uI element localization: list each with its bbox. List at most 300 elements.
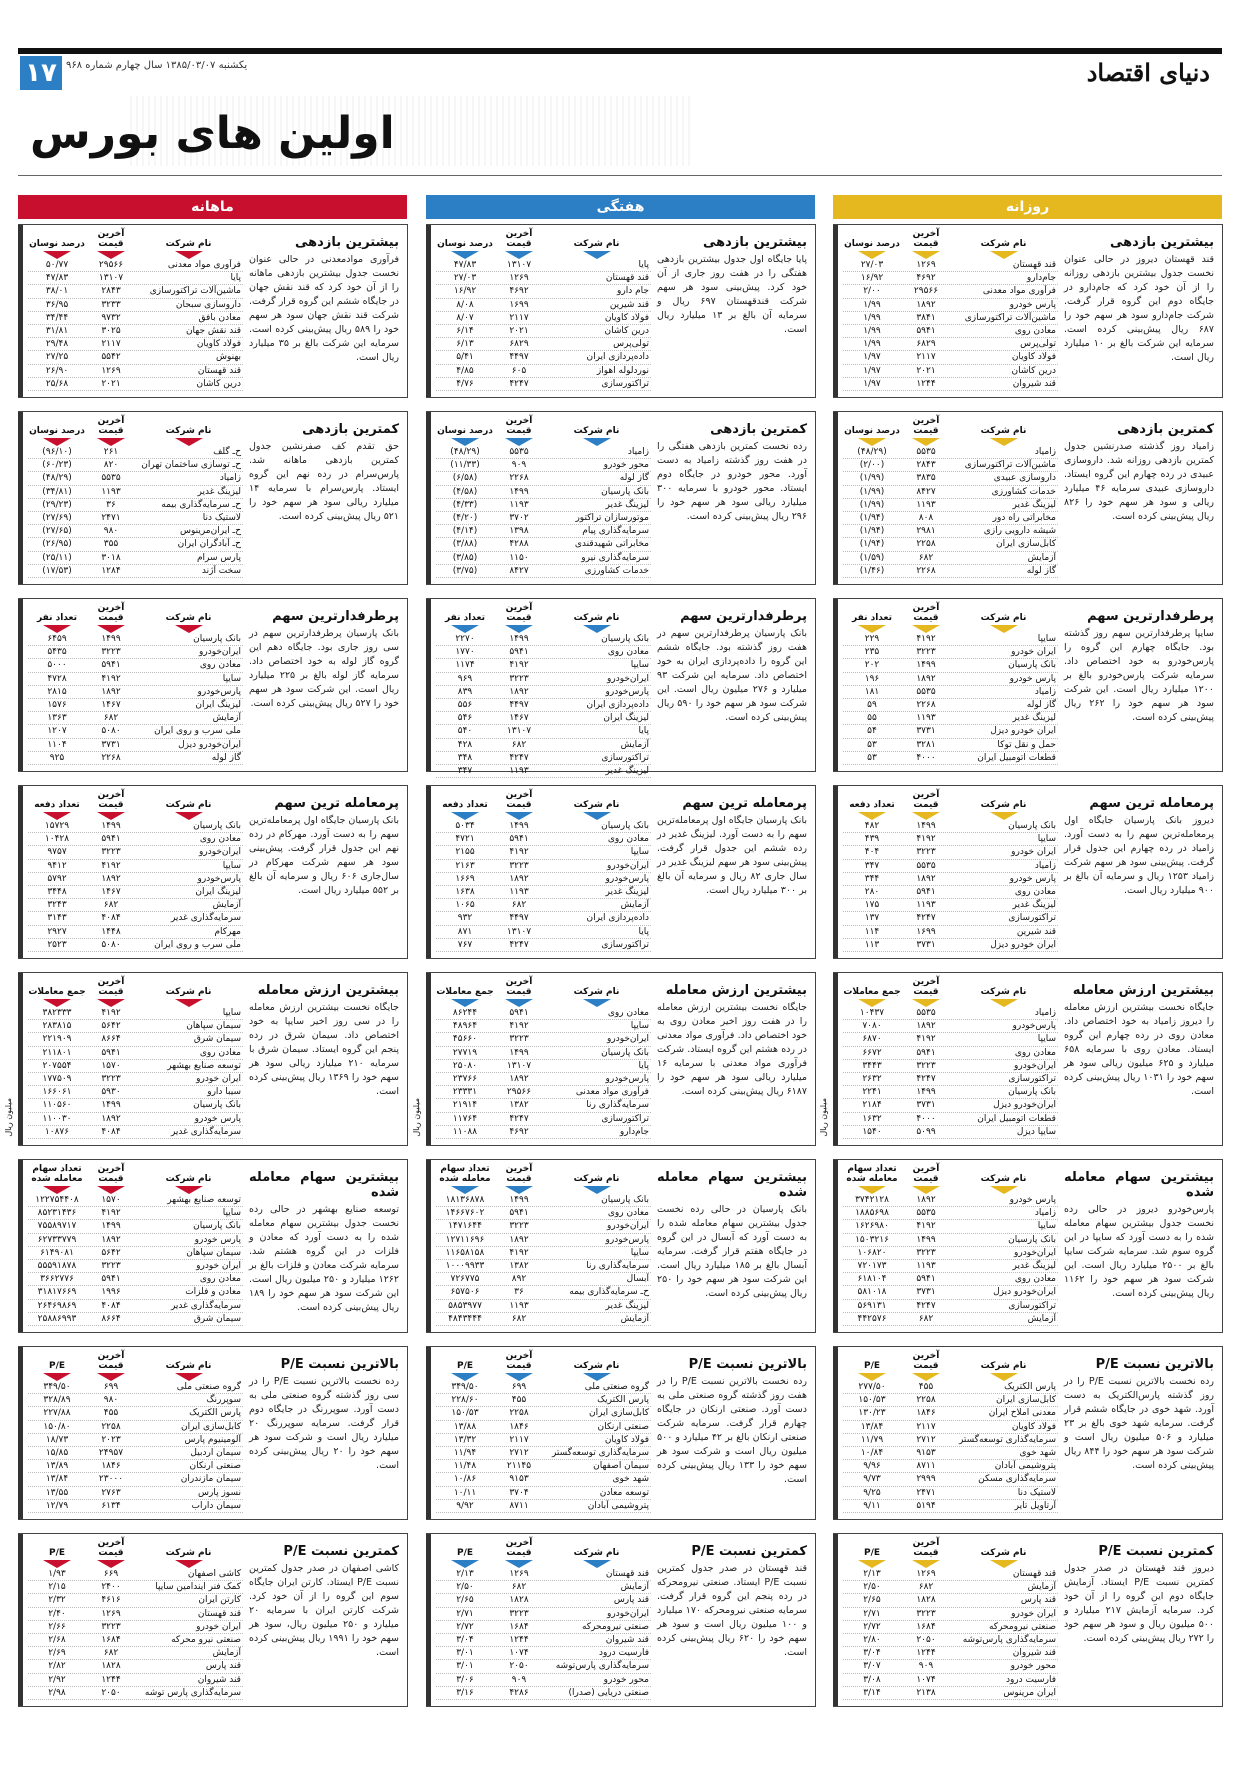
box-title: پرمعامله ترین سهم xyxy=(274,796,399,811)
company-name: جام‌دارو xyxy=(619,1126,649,1137)
box-description: رده نخست بالاترین نسبت P/E را در سی روز گذشته گروه صنعتی ملی به دست آورد. سوپررنگ در جایگاه دوم قرار گرفت. سرمایه سوپررنگ ۲۰ میلیارد ریال است و شرکت سود هر سهم خود را ۲۰ ریال پیش‌بینی کرده است. xyxy=(249,1376,399,1471)
table-row xyxy=(843,378,1058,391)
company-name: بانک پارسیان xyxy=(193,1221,241,1232)
company-name: سایپا xyxy=(1037,1034,1056,1045)
box-text xyxy=(657,796,807,898)
company-name: قند شیروان xyxy=(1012,378,1056,389)
row-value: ۲۱۵۵ xyxy=(455,847,475,858)
header-arrow-icon xyxy=(175,999,203,1007)
column-header-label: آخرین قیمت xyxy=(97,977,125,997)
last-price: ۵۵۴۲ xyxy=(101,352,121,363)
last-price: ۴۲۴۷ xyxy=(509,939,529,950)
table-row xyxy=(436,899,651,912)
header-arrow-icon xyxy=(43,251,71,259)
last-price: ۳۷۳۱ xyxy=(916,1100,936,1111)
row-value: ۵۹ xyxy=(867,699,877,710)
last-price: ۱۸۹۲ xyxy=(509,1073,529,1084)
company-name: سرمایه‌گذاری نیرو xyxy=(581,552,649,563)
table-box-weekly-7 xyxy=(426,1533,816,1707)
table-row xyxy=(28,1273,243,1286)
company-name: تراکتورسازی xyxy=(1008,913,1056,924)
column-header xyxy=(28,987,86,1007)
row-value: ۲۰۲ xyxy=(864,660,880,671)
last-price: ۸۴۲۷ xyxy=(916,486,936,497)
table-row xyxy=(843,833,1058,846)
last-price: ۱۴۶۷ xyxy=(101,886,121,897)
table-row xyxy=(843,1674,1058,1687)
row-value: ۶/۱۴ xyxy=(456,325,474,336)
stock-table xyxy=(28,977,243,1139)
column-header-label: نام شرکت xyxy=(980,1174,1027,1184)
company-name: معادن روی xyxy=(1014,325,1056,336)
row-value: ۳/۰۴ xyxy=(456,1634,474,1645)
last-price: ۱۳۸۲ xyxy=(509,1100,529,1111)
company-name: ایران‌خودرو xyxy=(607,1221,649,1232)
column-header-label: آخرین قیمت xyxy=(97,1351,125,1371)
company-name: سرمایه‌گذاری توسعه‌گستر xyxy=(551,1447,649,1458)
last-price: ۴۲۴۷ xyxy=(509,1113,529,1124)
header-arrow-icon xyxy=(912,999,940,1007)
last-price: ۳۷۳۱ xyxy=(916,726,936,737)
table-row xyxy=(28,1674,243,1687)
box-text xyxy=(657,1170,807,1301)
company-name: بانک پارسیان xyxy=(193,634,241,644)
last-price: ۴۵۵ xyxy=(918,1382,934,1392)
row-value: ۱۹۶ xyxy=(864,673,880,684)
header-arrow-icon xyxy=(912,251,940,259)
last-price: ۳۲۲۳ xyxy=(101,1073,121,1084)
row-value: (۲۹/۲۳) xyxy=(42,499,72,510)
last-price: ۳۲۲۳ xyxy=(916,1247,936,1258)
last-price: ۵۵۳۵ xyxy=(916,447,936,457)
row-value: ۲/۳۲ xyxy=(48,1595,66,1606)
table-row xyxy=(28,499,243,512)
row-value: ۱۷۷۵۰۹ xyxy=(42,1073,72,1084)
table-row xyxy=(28,1608,243,1621)
column-header-label: آخرین قیمت xyxy=(505,790,533,810)
last-price: ۲۱۱۴۵ xyxy=(506,1461,532,1472)
header-arrow-icon xyxy=(505,999,533,1007)
company-name: ملی سرب و روی ایران xyxy=(154,939,241,950)
company-name: تراکتورسازی xyxy=(601,939,649,950)
column-header-label: درصد نوسان xyxy=(844,239,900,249)
column-header-label: درصد نوسان xyxy=(437,426,493,436)
table-row xyxy=(843,459,1058,472)
header-arrow-icon xyxy=(990,1560,1018,1568)
last-price: ۴۶۹۲ xyxy=(509,286,529,297)
table-row xyxy=(436,459,651,472)
table-header xyxy=(436,1164,651,1194)
table-row xyxy=(843,552,1058,565)
table-row xyxy=(28,1207,243,1220)
company-name: صنعتی ارنکان xyxy=(189,1461,241,1472)
row-value: (۶/۵۸) xyxy=(452,473,478,484)
column-header xyxy=(494,1164,544,1194)
row-value: ۵۵۵۹۱۸۷۸ xyxy=(37,1260,77,1271)
company-name: نورد‌لوله اهواز xyxy=(596,365,649,376)
table-row xyxy=(843,312,1058,325)
column-header-label: نام شرکت xyxy=(573,987,620,997)
company-name: پارس خودرو xyxy=(194,1113,241,1124)
company-name: قند قهستان xyxy=(605,1569,649,1579)
table-header xyxy=(843,229,1058,259)
header-arrow-icon xyxy=(451,251,479,259)
box-description: پایا جایگاه اول جدول بیشترین بازدهی هفتگی را در هفت روز جاری از آن خود کرد. پیش‌بینی سود هر سهم شرکت قندقهستان ۶۹۷ ریال و سرمایه آن بالغ بر ۱۳ میلیارد ریال است. xyxy=(657,254,807,335)
last-price: ۱۸۲۸ xyxy=(509,1595,529,1606)
header-arrow-icon xyxy=(912,438,940,446)
column-header-label: P/E xyxy=(863,1548,881,1558)
company-name: صنعتی نیرومحرکه xyxy=(988,1621,1056,1632)
company-name: ح‌ـ آبادگران ایران xyxy=(177,539,241,550)
last-price: ۵۵۳۵ xyxy=(509,447,529,457)
table-row xyxy=(436,699,651,712)
last-price: ۱۸۹۲ xyxy=(509,686,529,697)
company-name: سایپا دیزل xyxy=(1016,1126,1056,1137)
table-row xyxy=(436,1207,651,1220)
box-title: پرمعامله ترین سهم xyxy=(682,796,807,811)
company-name: معادن روی xyxy=(1014,1047,1056,1058)
last-price: ۱۳۱۰۷ xyxy=(506,260,532,270)
table-header xyxy=(843,1538,1058,1568)
row-value: ۹/۹۶ xyxy=(863,1461,881,1472)
table-row xyxy=(436,1674,651,1687)
box-text xyxy=(1064,1357,1214,1473)
last-price: ۵۵۳۵ xyxy=(916,1208,936,1219)
last-price: ۴۱۹۲ xyxy=(509,660,529,671)
column-header xyxy=(494,790,544,820)
company-name: آزمایش xyxy=(1027,1313,1056,1324)
company-name: قند پارس xyxy=(205,1661,241,1672)
last-price: ۳۲۲۳ xyxy=(509,860,529,871)
box-title: پرطرفدارترین سهم xyxy=(680,609,807,624)
row-value: ۷۲۰۱۷۳ xyxy=(857,1260,887,1271)
row-value: ۳۴۹/۵۰ xyxy=(451,1382,479,1392)
company-name: پایا xyxy=(638,726,649,737)
last-price: ۵۱۹۴ xyxy=(916,1500,936,1511)
column-header-label: آخرین قیمت xyxy=(97,229,125,249)
header-arrow-icon xyxy=(43,438,71,446)
company-name: گاز لوله xyxy=(619,473,649,484)
row-value: ۱۲۷۱۱۶۹۶ xyxy=(445,1234,485,1245)
company-name: داروسازی سبحان xyxy=(175,299,241,310)
row-value: ۱۵۰/۸۰ xyxy=(43,1421,71,1432)
header-arrow-icon xyxy=(451,999,479,1007)
row-value: ۵۵ xyxy=(867,713,877,724)
column-header xyxy=(544,800,651,820)
header-arrow-icon xyxy=(990,625,1018,633)
table-header xyxy=(436,603,651,633)
row-value: ۱۵۰۳۲۱۶ xyxy=(855,1234,889,1245)
column-header xyxy=(951,426,1058,446)
row-value: ۶۱۸۱۰۴ xyxy=(857,1274,887,1285)
row-value: ۴۷۲۱ xyxy=(455,834,475,845)
table-row xyxy=(436,1099,651,1112)
box-title: پرطرفدارترین سهم xyxy=(272,609,399,624)
header-arrow-icon xyxy=(505,1373,533,1381)
row-value: ۳۴/۴۴ xyxy=(45,312,69,323)
last-price: ۲۰۲۳ xyxy=(101,1434,121,1445)
box-edge xyxy=(833,973,838,1145)
box-text xyxy=(1064,796,1214,898)
last-price: ۱۱۹۳ xyxy=(916,499,936,510)
table-row xyxy=(436,646,651,659)
column-header xyxy=(86,1351,136,1381)
table-row xyxy=(843,725,1058,738)
last-price: ۶۸۲ xyxy=(511,1313,527,1324)
company-name: قند نقش جهان xyxy=(185,325,241,336)
last-price: ۲۳۰۰۰ xyxy=(98,1474,124,1485)
column-header-label: نام شرکت xyxy=(165,987,212,997)
table-row xyxy=(28,1260,243,1273)
table-row xyxy=(843,272,1058,285)
last-price: ۱۳۱۰۷ xyxy=(506,726,532,737)
table-row xyxy=(843,633,1058,646)
header-arrow-icon xyxy=(451,1560,479,1568)
row-value: ۵۰/۷۷ xyxy=(45,260,69,270)
row-value: ۱/۹۹ xyxy=(863,312,881,323)
header-arrow-icon xyxy=(583,438,611,446)
row-value: ۱۶/۹۲ xyxy=(860,273,884,284)
table-row xyxy=(436,1020,651,1033)
table-row xyxy=(843,699,1058,712)
table-row xyxy=(843,686,1058,699)
company-name: پتروشیمی آبادان xyxy=(994,1461,1056,1472)
company-name: لیزینگ غدیر xyxy=(197,486,241,497)
box-description: دیروز بانک پارسیان جایگاه اول پرمعامله‌ترین سهم را به دست آورد. زامیاد در رده چهارم این جدول قرار گرفت. پیش‌بینی سود هر سهم شرکت زامیاد ۱۲۵۳ ریال و سرمایه آن بالغ بر ۹۰۰ میلیارد ریال است. xyxy=(1064,815,1214,896)
column-header-label: جمع معاملات xyxy=(436,987,494,997)
stock-table xyxy=(436,977,651,1139)
table-row xyxy=(28,365,243,378)
column-header xyxy=(951,239,1058,259)
column-header xyxy=(843,239,901,259)
table-row xyxy=(28,1634,243,1647)
last-price: ۲۶۱ xyxy=(103,447,119,457)
company-name: تراکتورسازی xyxy=(1008,1300,1056,1311)
company-name: سرمایه‌گذاری توسعه‌گستر xyxy=(958,1434,1056,1445)
table-row xyxy=(843,1126,1058,1139)
header-arrow-icon xyxy=(97,999,125,1007)
last-price: ۵۹۴۱ xyxy=(509,1008,529,1018)
row-value: (۱/۹۴) xyxy=(859,526,885,537)
row-value: (۴/۱۴) xyxy=(452,526,478,537)
table-row xyxy=(843,486,1058,499)
company-name: شهد خوی xyxy=(612,1474,649,1485)
table-row xyxy=(436,725,651,738)
row-value: ۱۰/۸۶ xyxy=(453,1474,477,1485)
last-price: ۱۳۱۰۷ xyxy=(98,273,124,284)
company-name: مخابراتی راه دور xyxy=(992,512,1056,523)
row-value: ۸/۰۸ xyxy=(456,299,474,310)
stock-table xyxy=(843,1164,1058,1326)
row-value: (۹۶/۱۰) xyxy=(42,447,72,457)
box-edge xyxy=(833,1534,838,1706)
box-title: بیشترین سهام معامله شده xyxy=(249,1170,399,1200)
column-header-label: آخرین قیمت xyxy=(912,603,940,623)
last-price: ۲۲۶۸ xyxy=(916,699,936,710)
table-box-weekly-4 xyxy=(412,972,816,1146)
table-row xyxy=(843,565,1058,578)
table-row xyxy=(28,899,243,912)
row-value: ۹/۹۲ xyxy=(456,1500,474,1511)
table-row xyxy=(28,1126,243,1139)
header-arrow-icon xyxy=(583,251,611,259)
last-price: ۲۴۰۰ xyxy=(101,1582,121,1593)
box-description: قند قهستان دیروز در حالی عنوان نخست جدول بیشترین بازدهی روزانه را از آن خود کرد که جام‌دارو در جایگاه دوم این گروه قرار گرفت. شرکت جام‌دارو سود هر سهم خود را ۶۸۷ ریال پیش‌بینی کرده است. سرمایه این شرکت بالغ بر ۱۰ میلیارد ریال است. xyxy=(1064,254,1214,363)
table-row xyxy=(843,351,1058,364)
column-header-label: آخرین قیمت xyxy=(912,1538,940,1558)
company-name: فولاد کاویان xyxy=(1011,352,1056,363)
table-row xyxy=(843,739,1058,752)
company-name: قند قهستان xyxy=(197,1608,241,1619)
column-header xyxy=(843,1164,901,1194)
company-name: پارس‌خودرو xyxy=(605,686,649,697)
box-text xyxy=(657,235,807,337)
table-row xyxy=(436,886,651,899)
table-box-monthly-2 xyxy=(18,598,408,772)
last-price: ۱۴۶۷ xyxy=(509,713,529,724)
table-row xyxy=(436,1647,651,1660)
row-value: ۲/۷۱ xyxy=(863,1608,881,1619)
box-title: بیشترین ارزش معامله xyxy=(1072,983,1214,998)
row-value: ۳۴۷ xyxy=(864,860,880,871)
last-price: ۱۳۹۸ xyxy=(509,526,529,537)
company-name: داده‌پردازی ایران xyxy=(586,699,649,710)
box-text xyxy=(249,983,399,1099)
column-header xyxy=(544,1174,651,1194)
column-header xyxy=(136,426,243,446)
company-name: لاستیک دنا xyxy=(1017,1487,1056,1498)
company-name: آزمایش xyxy=(620,1313,649,1324)
row-value: ۳۱۴۳ xyxy=(47,913,67,924)
company-name: سیمان شرق xyxy=(193,1313,241,1324)
column-header-label: نام شرکت xyxy=(573,1174,620,1184)
table-box-daily-5 xyxy=(833,1159,1223,1333)
last-price: ۱۲۶۹ xyxy=(916,260,936,270)
last-price: ۱۲۶۹ xyxy=(509,273,529,284)
row-value: (۲۶/۹۵) xyxy=(42,539,72,550)
company-name: لیزینگ غدیر xyxy=(1012,1260,1056,1271)
company-name: سیمان سپاهان xyxy=(186,1247,241,1258)
box-description: جایگاه نخست بیشترین ارزش معامله را در هفت روز اخیر معادن روی به خود اختصاص داد. فرآوری مواد معدنی در رده هشتم این گروه ایستاد. شرکت فرآوری مواد معدنی با سرمایه ۱۶ میلیارد ریالی سود هر سهم خود را ۶۱۸۷ ریال پیش‌بینی کرده است. xyxy=(657,1002,807,1097)
column-header xyxy=(544,426,651,446)
company-name: بانک پارسیان xyxy=(601,821,649,831)
last-price: ۸۲۰ xyxy=(103,460,119,471)
company-name: شهد خوی xyxy=(1019,1447,1056,1458)
table-row xyxy=(28,1594,243,1607)
company-name: توسعه صنایع بهشهر xyxy=(167,1060,241,1071)
table-header xyxy=(436,229,651,259)
stock-table xyxy=(843,229,1058,391)
column-header xyxy=(843,426,901,446)
company-name: بانک پارسیان xyxy=(1008,1234,1056,1245)
table-row xyxy=(436,1247,651,1260)
row-value: ۱۱/۷۹ xyxy=(860,1434,884,1445)
row-value: ۱۵۰/۵۳ xyxy=(451,1408,479,1419)
company-name: پارس‌خودرو xyxy=(605,1234,649,1245)
header-arrow-icon xyxy=(583,812,611,820)
table-row xyxy=(843,338,1058,351)
issue-line: یکشنبه ۱۳۸۵/۰۳/۰۷ سال چهارم شماره ۹۶۸ xyxy=(66,60,248,71)
row-value: ۲/۱۳ xyxy=(456,1569,474,1579)
last-price: ۳۲۲۳ xyxy=(916,847,936,858)
box-text xyxy=(1064,235,1214,365)
row-value: ۶۲۷۳۳۷۷۹ xyxy=(37,1234,77,1245)
row-value: ۲۲۱۹۰۹ xyxy=(42,1034,72,1045)
company-name: آزمایش xyxy=(212,713,241,724)
table-row xyxy=(843,1660,1058,1673)
last-price: ۳۲۲۳ xyxy=(916,1608,936,1619)
table-header xyxy=(28,977,243,1007)
table-row xyxy=(843,659,1058,672)
table-row xyxy=(436,1313,651,1326)
row-value: ۵۴۰ xyxy=(457,726,473,737)
company-name: سیبا دارو xyxy=(207,1087,241,1098)
last-price: ۳۷۳۱ xyxy=(916,1287,936,1298)
row-value: ۳۴۹/۵۰ xyxy=(43,1382,71,1392)
company-name: ماشین‌آلات تراکتورسازی xyxy=(149,286,241,297)
company-name: زامیاد xyxy=(1034,860,1056,871)
last-price: ۴۱۹۲ xyxy=(916,834,936,845)
row-value: (۳/۸۸) xyxy=(452,539,478,550)
column-header-label: درصد نوسان xyxy=(29,239,85,249)
company-name: توسعه معادن xyxy=(599,1487,649,1498)
table-row xyxy=(436,1273,651,1286)
company-name: معادن روی xyxy=(607,647,649,658)
last-price: ۴۱۹۲ xyxy=(509,847,529,858)
row-value: ۲/۰۰ xyxy=(863,286,881,297)
row-value: ۱۱۳ xyxy=(864,939,880,950)
last-price: ۳۷۳۱ xyxy=(101,739,121,750)
company-name: لیزینگ غدیر xyxy=(605,886,649,897)
company-name: پارس خودرو xyxy=(194,1234,241,1245)
row-value: ۱۱۷۴ xyxy=(455,660,475,671)
table-row xyxy=(28,752,243,765)
row-value: ۱۴۷۱۶۴۴ xyxy=(448,1221,482,1232)
column-header xyxy=(28,1164,86,1194)
last-price: ۹۰۹ xyxy=(511,460,527,471)
row-value: ۵۸۱۰۱۸ xyxy=(857,1287,887,1298)
company-name: سیمان داراب xyxy=(191,1500,241,1511)
header-arrow-icon xyxy=(97,438,125,446)
company-name: تراکتورسازی xyxy=(601,378,649,389)
column-header-label: نام شرکت xyxy=(980,613,1027,623)
company-name: کارتن ایران xyxy=(198,1595,241,1606)
box-title: بیشترین سهام معامله شده xyxy=(657,1170,807,1200)
last-price: ۶۸۲ xyxy=(918,552,934,563)
last-price: ۱۳۸۲ xyxy=(509,1260,529,1271)
last-price: ۲۸۴۳ xyxy=(916,460,936,471)
box-description: بانک پارسیان جایگاه اول پرمعامله‌ترین سهم را به دست آورد. لیزینگ غدیر در رده ششم این جدول قرار گرفت. پیش‌بینی سود هر سهم لیزینگ غدیر در سال جاری ۸۲ ریال و سرمایه آن بالغ بر ۳۰۰ میلیارد ریال است. xyxy=(657,815,807,896)
table-row xyxy=(436,939,651,952)
company-name: پارس الکتریک xyxy=(597,1395,649,1406)
column-header xyxy=(951,613,1058,633)
table-row xyxy=(843,1099,1058,1112)
column-header-label: درصد نوسان xyxy=(29,426,85,436)
box-title: بالاترین نسبت P/E xyxy=(1095,1357,1214,1372)
last-price: ۱۱۹۳ xyxy=(101,486,121,497)
company-name: پارس‌خودرو xyxy=(1012,1021,1056,1032)
company-name: قطعات اتومبیل ایران xyxy=(977,1113,1056,1124)
table-row xyxy=(843,1207,1058,1220)
table-row xyxy=(436,1687,651,1700)
box-title: پرمعامله ترین سهم xyxy=(1089,796,1214,811)
last-price: ۱۴۹۹ xyxy=(101,634,121,644)
row-value: (۱/۹۴) xyxy=(859,512,885,523)
company-name: پایا xyxy=(638,260,649,270)
box-text xyxy=(657,983,807,1099)
column-header-label: جمع معاملات xyxy=(28,987,86,997)
table-row xyxy=(28,912,243,925)
